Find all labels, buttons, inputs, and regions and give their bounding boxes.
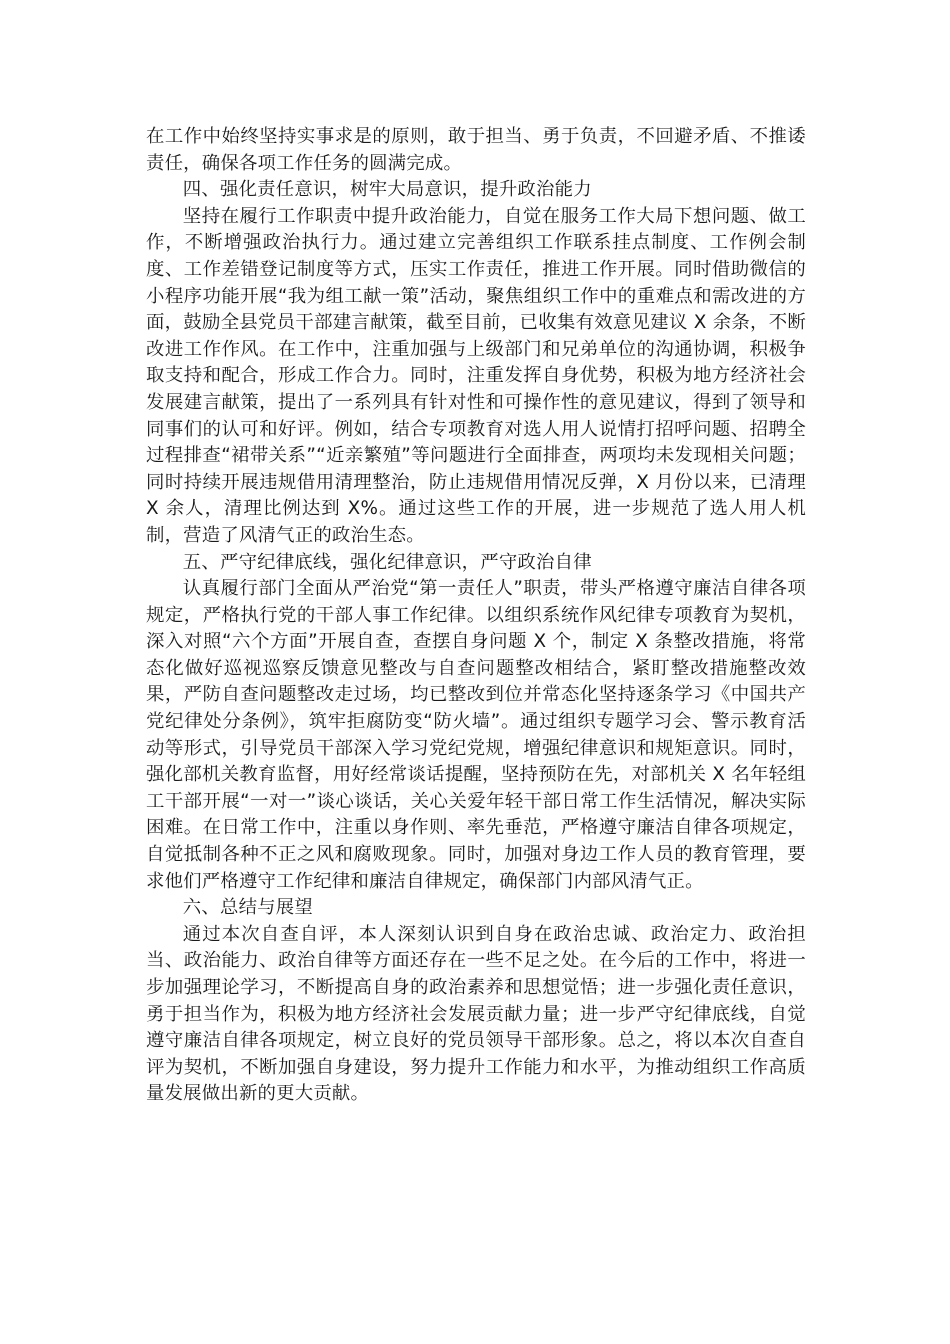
section-heading-6: 六、总结与展望 <box>182 897 313 919</box>
paragraph-section-6: 通过本次自查自评，本人深刻认识到自身在政治忠诚、政治定力、政治担当、政治能力、政治自律等方面还存在一些不足之处。在今后的工作中，将进一步加强理论学习，不断提高自身的政治素养和思想觉悟；进一步强化责任意识，勇于担当作为，积极为地方经济社会发展贡献力量；进一步严守纪律底线，自觉遵守廉洁自律各项规定，树立良好的党员领导干部形象。总之，将以本次自查自评为契机，不断加强自身建设，努力提升工作能力和水平，为推动组织工作高质量发展做出新的更大贡献。 <box>146 923 806 1105</box>
paragraph-section-5: 认真履行部门全面从严治党“第一责任人”职责，带头严格遵守廉洁自律各项规定，严格执行党的干部人事工作纪律。以组织系统作风纪律专项教育为契机，深入对照“六个方面”开展自查，查摆自身问题 X 个，制定 X 条整改措施，将常态化做好巡视巡察反馈意见整改与自查问题整改相结合，紧盯整改措施整改效果，严防自查问题整改走过场，均已整改到位并常态化坚持逐条学习《中国共产党纪律处分条例》，筑牢拒腐防变“防火墙”。通过组织专题学习会、警示教育活动等形式，引导党员干部深入学习党纪党规，增强纪律意识和规矩意识。同时，强化部机关教育监督，用好经常谈话提醒，坚持预防在先，对部机关 X 名年轻组工干部开展“一对一”谈心谈话，关心关爱年轻干部日常工作生活情况，解决实际困难。在日常工作中，注重以身作则、率先垂范，严格遵守廉洁自律各项规定，自觉抵制各种不正之风和腐败现象。同时，加强对身边工作人员的教育管理，要求他们严格遵守工作纪律和廉洁自律规定，确保部门内部风清气正。 <box>146 578 806 892</box>
paragraph-section-4: 坚持在履行工作职责中提升政治能力，自觉在服务工作大局下想问题、做工作，不断增强政治执行力。通过建立完善组织工作联系挂点制度、工作例会制度、工作差错登记制度等方式，压实工作责任，推进工作开展。同时借助微信的小程序功能开展“我为组工献一策”活动，聚焦组织工作中的重难点和需改进的方面，鼓励全县党员干部建言献策，截至目前，已收集有效意见建议 X 余条，不断改进工作作风。在工作中，注重加强与上级部门和兄弟单位的沟通协调，积极争取支持和配合，形成工作合力。同时，注重发挥自身优势，积极为地方经济社会发展建言献策，提出了一系列具有针对性和可操作性的意见建议，得到了领导和同事们的认可和好评。例如，结合专项教育对选人用人说情打招呼问题、招聘全过程排查“裙带关系”“近亲繁殖”等问题进行全面排查，两项均未发现相关问题；同时持续开展违规借用清理整治，防止违规借用情况反弹，X 月份以来，已清理 X 余人，清理比例达到 X%。通过这些工作的开展，进一步规范了选人用人机制，营造了风清气正的政治生态。 <box>146 205 806 546</box>
document-body <box>146 124 806 1108</box>
section-heading-4: 四、强化责任意识，树牢大局意识，提升政治能力 <box>182 179 592 201</box>
paragraph-continuation: 在工作中始终坚持实事求是的原则，敢于担当、勇于负责，不回避矛盾、不推诿责任，确保各项工作任务的圆满完成。 <box>146 126 806 174</box>
section-heading-5: 五、严守纪律底线，强化纪律意识，严守政治自律 <box>182 551 592 573</box>
